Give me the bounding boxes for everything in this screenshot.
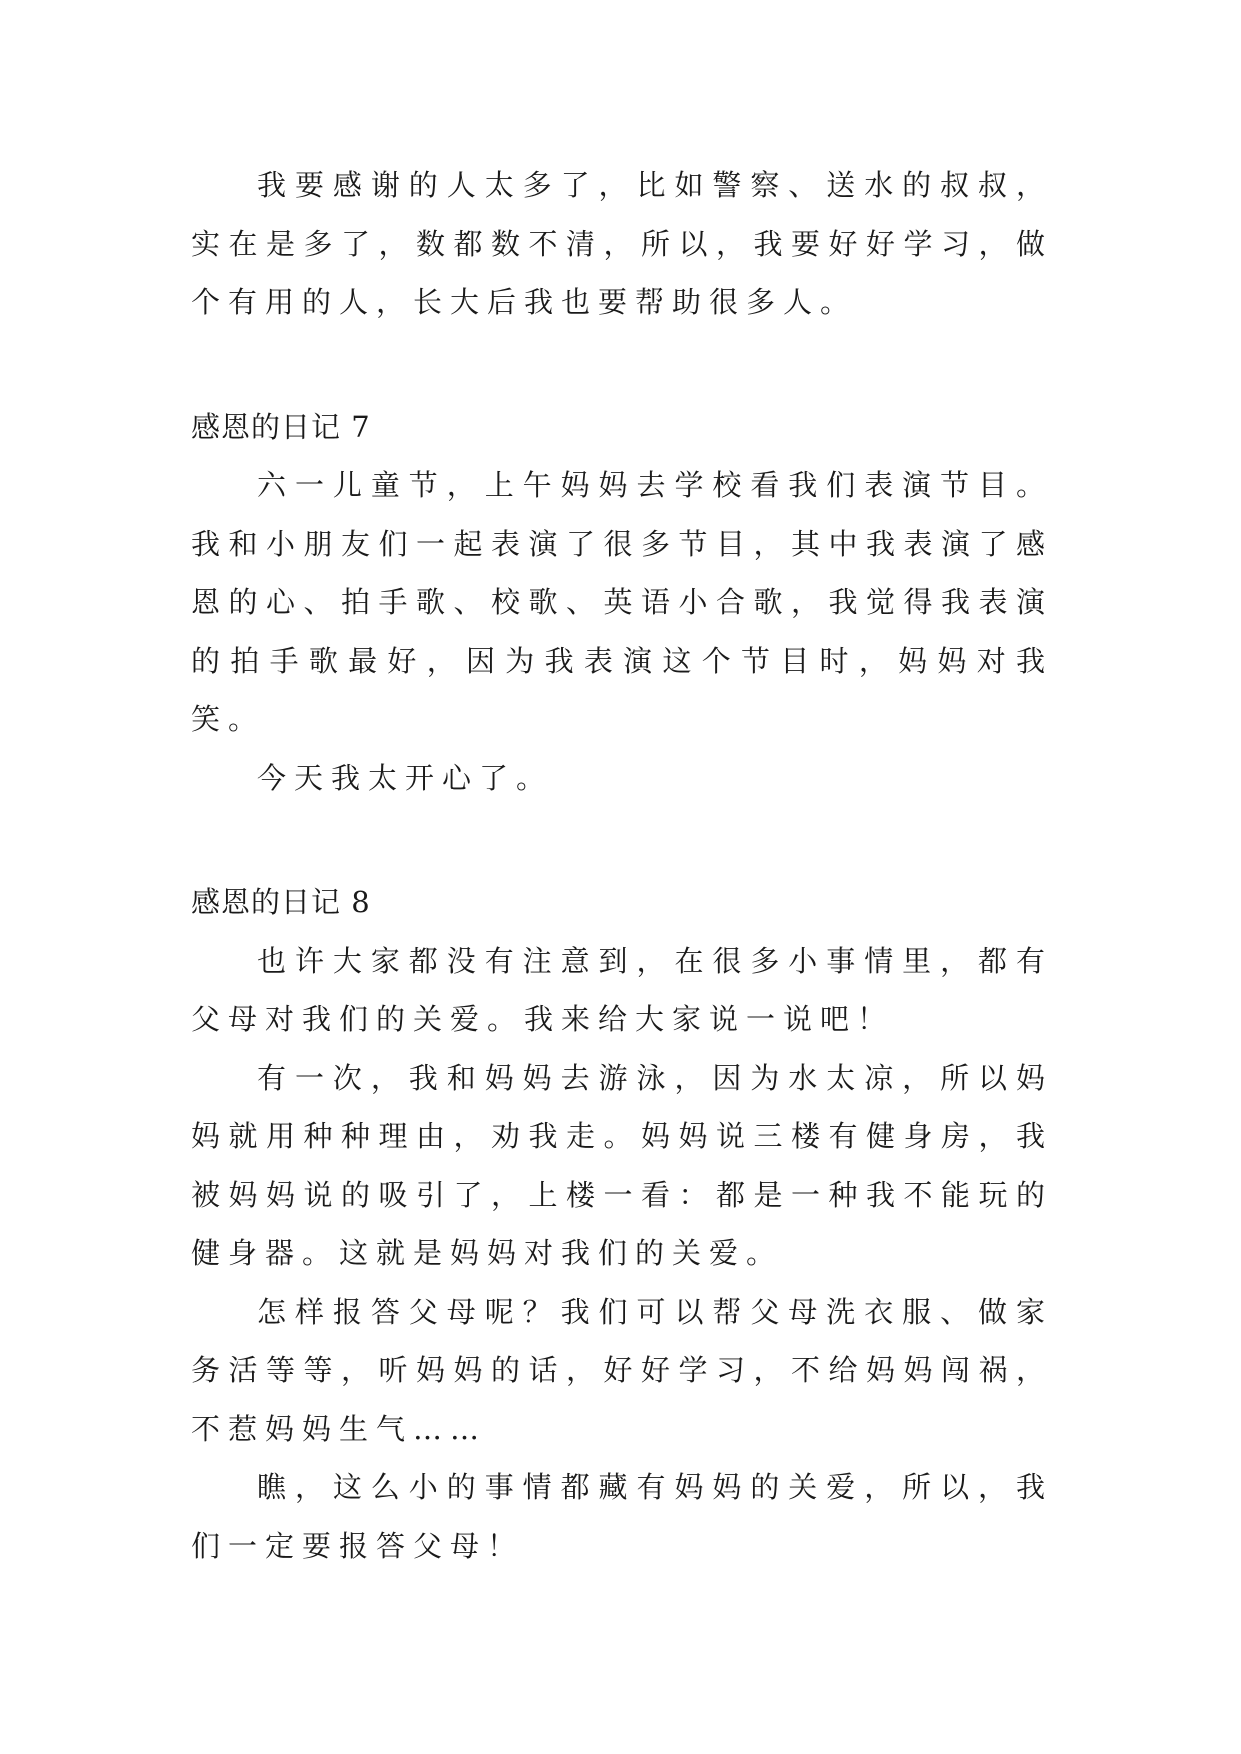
body-paragraph: 怎样报答父母呢？我们可以帮父母洗衣服、做家务活等等，听妈妈的话，好好学习，不给妈妈闯祸，不惹妈妈生气…… [191, 1294, 1053, 1446]
document-body [191, 156, 1053, 1575]
body-paragraph: 有一次，我和妈妈去游泳，因为水太凉，所以妈妈就用种种理由，劝我走。妈妈说三楼有健身房，我被妈妈说的吸引了，上楼一看：都是一种我不能玩的健身器。这就是妈妈对我们的关爱。 [191, 1060, 1053, 1270]
body-paragraph: 瞧，这么小的事情都藏有妈妈的关爱，所以，我们一定要报答父母！ [191, 1470, 1053, 1563]
section-spacer [191, 807, 1053, 873]
section-spacer [191, 332, 1053, 398]
body-paragraph: 我要感谢的人太多了，比如警察、送水的叔叔，实在是多了，数都数不清，所以，我要好好学习，做个有用的人，长大后我也要帮助很多人。 [191, 168, 1053, 319]
section-title: 感恩的日记 8 [191, 885, 371, 919]
body-paragraph: 也许大家都没有注意到，在很多小事情里，都有父母对我们的关爱。我来给大家说一说吧！ [191, 943, 1053, 1036]
section-title: 感恩的日记 7 [191, 409, 371, 444]
body-paragraph: 六一儿童节，上午妈妈去学校看我们表演节目。我和小朋友们一起表演了很多节目，其中我表演了感恩的心、拍手歌、校歌、英语小合歌，我觉得我表演的拍手歌最好，因为我表演这个节目时，妈妈对我笑。 [191, 468, 1053, 736]
body-paragraph: 今天我太开心了。 [257, 760, 554, 795]
